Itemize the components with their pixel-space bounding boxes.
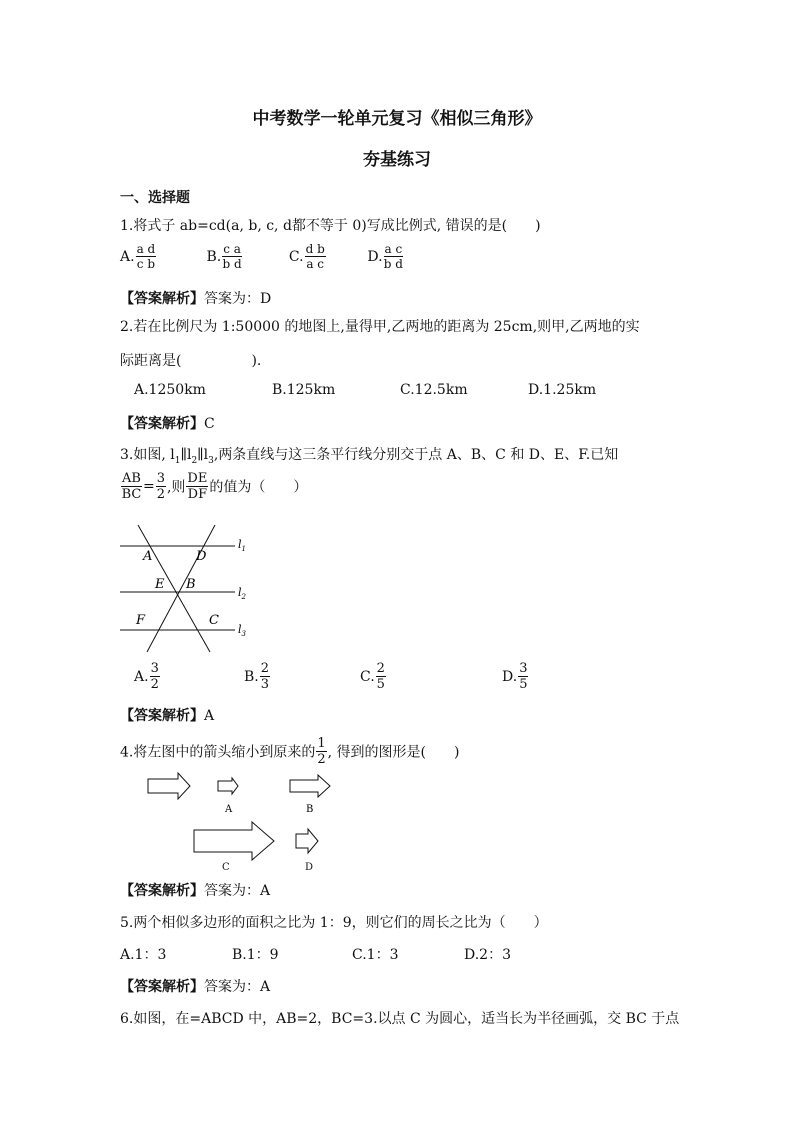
- answer-text: 答案为：D: [204, 291, 272, 307]
- q4-text: 4.将左图中的箭头缩小到原来的: [120, 744, 316, 761]
- q1-options: [120, 243, 437, 270]
- arrow-label-d: D: [305, 862, 314, 873]
- arrow-option-d: [296, 829, 318, 853]
- point-label-e: E: [155, 577, 165, 592]
- point-label-b: B: [186, 577, 196, 592]
- option-label: D.: [367, 248, 383, 265]
- fraction-denominator: 5: [376, 677, 385, 692]
- q3-text: ,则: [166, 479, 186, 496]
- fraction-numerator: a c: [384, 242, 403, 256]
- fraction-denominator: a c: [306, 257, 325, 271]
- line-label-l1: $l_1$: [238, 538, 246, 553]
- parallel-lines-figure: [115, 520, 265, 660]
- fraction-numerator: c a: [223, 242, 241, 256]
- answer-tag: 【答案解析】: [120, 708, 204, 724]
- fraction-denominator: 3: [260, 677, 270, 692]
- fraction-denominator: b d: [222, 257, 242, 271]
- q2-option-a: A.1250km: [134, 382, 206, 398]
- original-arrow: [148, 773, 190, 799]
- fraction-numerator: 3: [519, 661, 528, 676]
- arrows-figure: [140, 770, 360, 875]
- subscript: 3: [208, 455, 214, 466]
- option-label: D.: [502, 668, 518, 685]
- question-6: 6.如图，在=ABCD 中，AB=2，BC=3.以点 C 为圆心，适当长为半径画弧，交 BC 于点: [120, 1011, 680, 1027]
- fraction-denominator: 5: [519, 677, 528, 692]
- option-label: B.: [244, 668, 259, 685]
- q2-option-d: D.1.25km: [528, 382, 597, 398]
- q1-option-a: [120, 243, 202, 270]
- section-heading: 一、选择题: [120, 190, 190, 206]
- arrow-option-a: [218, 778, 238, 794]
- q4-text: , 得到的图形是( ): [327, 744, 460, 761]
- subscript: 1: [174, 455, 181, 466]
- fraction-numerator: 2: [376, 661, 385, 676]
- transversal-1: [138, 525, 210, 652]
- fraction-numerator: 3: [150, 661, 159, 676]
- question-3-line-1: [120, 444, 618, 466]
- line-label-l3: $l_3$: [238, 623, 246, 638]
- answer-text: A: [204, 708, 215, 724]
- question-2-line-1: 2.若在比例尺为 1:50000 的地图上,量得甲,乙两地的距离为 25cm,则甲,乙两地的实: [120, 319, 640, 335]
- fraction-denominator: b d: [383, 257, 403, 271]
- fraction-numerator: 2: [260, 661, 270, 676]
- q3-option-c: [360, 662, 387, 691]
- option-label: C.: [288, 248, 304, 265]
- q2-answer: [120, 413, 215, 433]
- q1-option-d: [367, 243, 437, 270]
- fraction-denominator: 2: [317, 752, 326, 767]
- option-label: A.: [120, 248, 135, 265]
- answer-text: 答案为：A: [204, 979, 271, 995]
- question-4: [120, 737, 459, 766]
- question-3-line-2: [120, 472, 307, 501]
- fraction-numerator: d b: [305, 242, 325, 256]
- q3-option-b: [244, 662, 271, 691]
- arrow-option-c: [194, 822, 274, 860]
- answer-tag: 【答案解析】: [120, 416, 204, 432]
- equals-sign: =: [142, 478, 155, 495]
- q3-text: 3.如图, l: [120, 447, 175, 463]
- question-2-line-2: 际距离是( ).: [120, 353, 262, 369]
- q3-comma: ,: [213, 447, 219, 463]
- q3-text: 两条直线与这三条平行线分别交于点 A、B、C 和 D、E、F.已知: [218, 447, 619, 463]
- line-label-l2: $l_2$: [238, 586, 246, 601]
- q3-option-a: [134, 662, 161, 691]
- fraction-denominator: c b: [136, 257, 155, 271]
- answer-tag: 【答案解析】: [120, 979, 204, 995]
- fraction-numerator: DE: [187, 471, 208, 486]
- fraction-numerator: AB: [122, 471, 141, 486]
- question-5: 5.两个相似多边形的面积之比为 1：9，则它们的周长之比为（ ）: [120, 915, 548, 931]
- arrow-label-c: C: [222, 862, 230, 873]
- arrow-label-a: A: [225, 804, 233, 815]
- q3-text: 的值为（ ）: [209, 479, 308, 496]
- arrow-option-b: [290, 775, 330, 797]
- q2-option-b: B.125km: [272, 382, 336, 398]
- fraction-numerator: 3: [156, 471, 165, 486]
- parallel-sign: ∥l: [197, 447, 209, 463]
- q3-option-d: [502, 662, 529, 691]
- q1-answer: [120, 288, 271, 308]
- option-label: B.: [206, 248, 222, 265]
- q5-answer: [120, 976, 270, 996]
- fraction-numerator: a d: [136, 242, 156, 256]
- q1-option-b: [206, 243, 284, 270]
- q5-option-d: D.2：3: [464, 947, 511, 963]
- q5-option-a: A.1：3: [120, 947, 167, 963]
- q5-option-b: B.1：9: [232, 947, 279, 963]
- arrow-label-b: B: [306, 804, 314, 815]
- q1-option-c: [289, 243, 363, 270]
- point-label-f: F: [136, 613, 146, 628]
- point-label-a: A: [143, 549, 153, 564]
- q4-answer: [120, 880, 270, 900]
- fraction-denominator: 2: [150, 677, 159, 692]
- q5-option-c: C.1：3: [352, 947, 399, 963]
- answer-text: 答案为：A: [204, 883, 271, 899]
- parallel-sign: ∥l: [180, 447, 192, 463]
- fraction-denominator: 2: [156, 487, 165, 502]
- answer-text: C: [204, 416, 215, 432]
- fraction-numerator: 1: [317, 736, 326, 751]
- fraction-denominator: BC: [121, 487, 142, 502]
- page-subtitle: 夯基练习: [363, 150, 431, 170]
- answer-tag: 【答案解析】: [120, 883, 204, 899]
- subscript: 2: [191, 455, 198, 466]
- page-title: 中考数学一轮单元复习《相似三角形》: [252, 109, 542, 129]
- option-label: C.: [360, 668, 375, 685]
- point-label-c: C: [209, 613, 219, 628]
- fraction-denominator: DF: [187, 487, 208, 502]
- q3-answer: [120, 705, 214, 725]
- answer-tag: 【答案解析】: [120, 291, 204, 307]
- q2-option-c: C.12.5km: [400, 382, 468, 398]
- point-label-d: D: [196, 549, 207, 564]
- question-1: 1.将式子 ab=cd(a, b, c, d都不等于 0)写成比例式, 错误的是( ): [120, 218, 541, 234]
- option-label: A.: [134, 668, 149, 685]
